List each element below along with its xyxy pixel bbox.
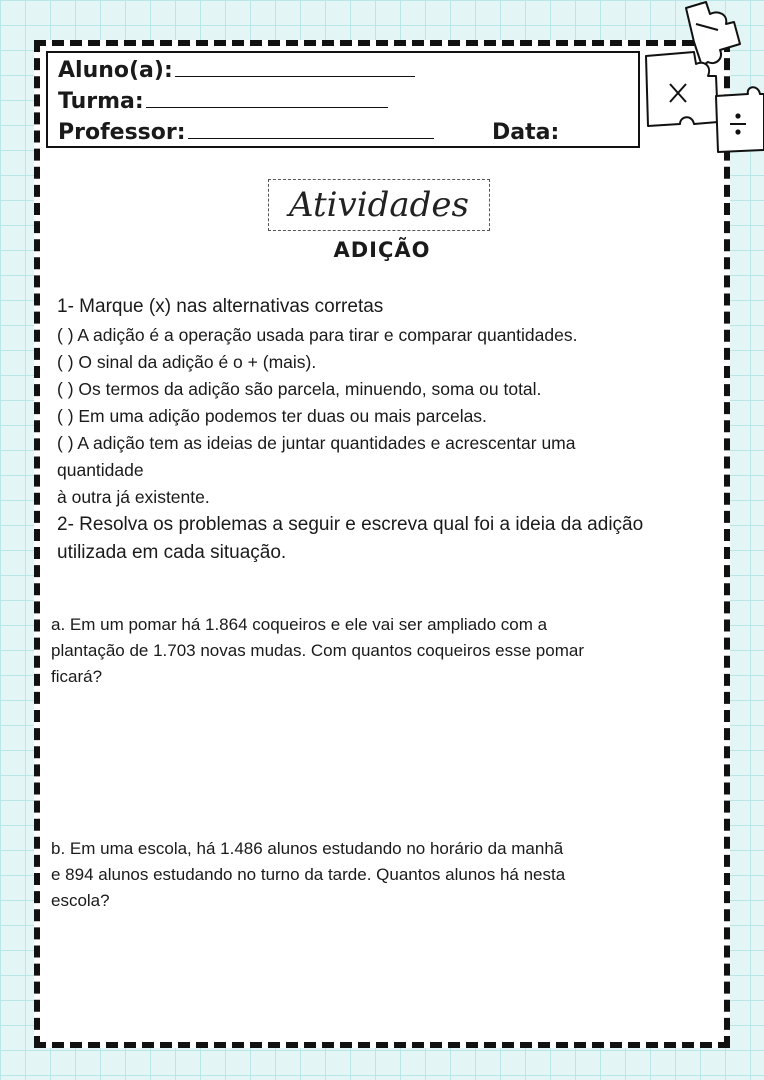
- question-1-option: ( ) A adição tem as ideias de juntar quantidades e acrescentar uma: [57, 433, 576, 453]
- question-1-option: ( ) Em uma adição podemos ter duas ou mais parcelas.: [57, 406, 487, 426]
- teacher-label: Professor:: [58, 120, 186, 145]
- activities-title: Atividades: [289, 185, 469, 225]
- activities-title-box: [268, 179, 490, 231]
- problem-a-text: plantação de 1.703 novas mudas. Com quantos coqueiros esse pomar: [51, 641, 584, 660]
- math-puzzle-icon: [636, 0, 764, 160]
- date-label: Data:: [492, 120, 560, 145]
- problem-b-text: e 894 alunos estudando no turno da tarde. Quantos alunos há nesta: [51, 865, 566, 884]
- class-row: [58, 89, 388, 114]
- teacher-line[interactable]: [188, 137, 434, 139]
- problem-a-answer-space[interactable]: [51, 700, 691, 820]
- question-2-prompt: 2- Resolva os problemas a seguir e escreva qual foi a ideia da adição: [57, 514, 644, 535]
- problem-b-text: b. Em uma escola, há 1.486 alunos estudando no horário da manhã: [51, 839, 564, 858]
- student-label: Aluno(a):: [58, 58, 173, 83]
- student-name-row: [58, 58, 415, 83]
- question-1-option: ( ) A adição é a operação usada para tirar e comparar quantidades.: [57, 325, 578, 345]
- class-line[interactable]: [146, 106, 388, 108]
- question-1-option: ( ) Os termos da adição são parcela, minuendo, soma ou total.: [57, 379, 542, 399]
- student-name-line[interactable]: [175, 75, 415, 77]
- teacher-row: [58, 120, 434, 145]
- question-1-option-continuation: quantidade: [57, 460, 144, 480]
- problem-b-text: escola?: [51, 891, 110, 910]
- problem-b-answer-space[interactable]: [51, 925, 691, 1025]
- class-label: Turma:: [58, 89, 144, 114]
- subject-heading: ADIÇÃO: [333, 238, 431, 262]
- question-2-prompt-continuation: utilizada em cada situação.: [57, 542, 287, 563]
- student-info-box: [46, 51, 640, 148]
- problem-a-text: ficará?: [51, 667, 103, 686]
- question-1-option: ( ) O sinal da adição é o + (mais).: [57, 352, 317, 372]
- problem-a-text: a. Em um pomar há 1.864 coqueiros e ele vai ser ampliado com a: [51, 615, 548, 634]
- question-1-option-continuation: à outra já existente.: [57, 487, 210, 507]
- question-1-prompt: 1- Marque (x) nas alternativas corretas: [57, 296, 384, 317]
